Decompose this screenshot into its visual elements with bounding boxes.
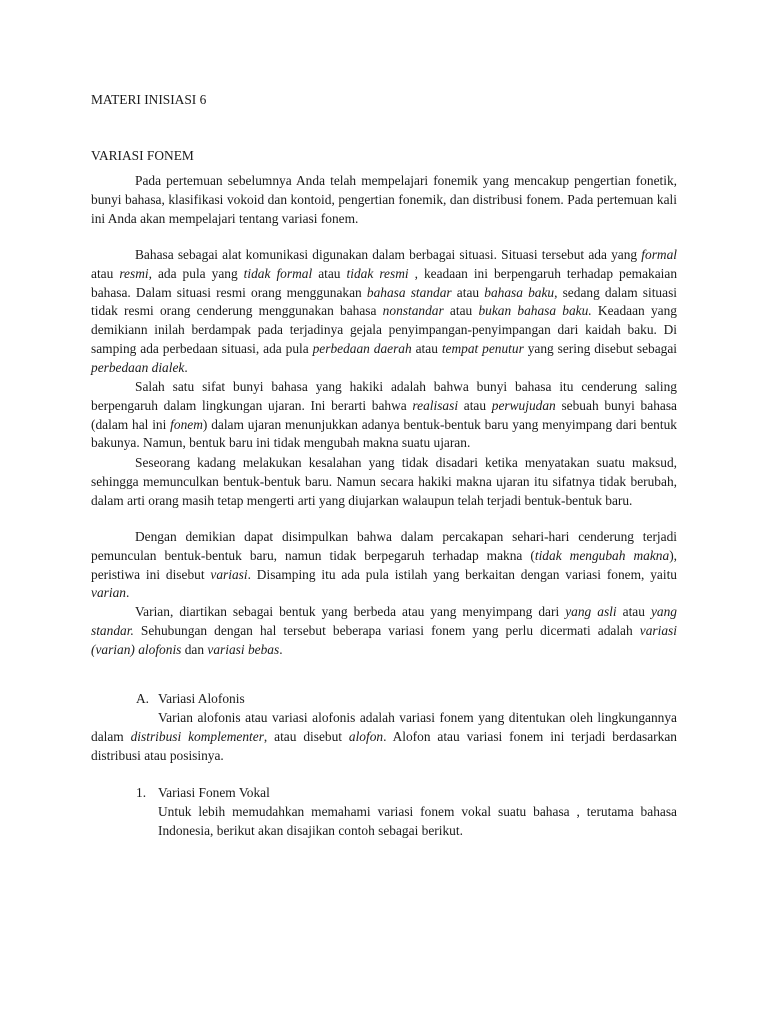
text-run: ), peristiwa ini disebut <box>91 547 677 582</box>
section-1-marker: 1. <box>136 785 147 800</box>
text-run: atau <box>443 303 479 319</box>
paragraph-kesimpulan <box>91 528 677 603</box>
italic-term: formal <box>641 247 677 262</box>
text-run: atau <box>91 265 120 281</box>
italic-term: variasi <box>210 566 248 582</box>
text-run: Sehubungan dengan hal tersebut beberapa variasi fonem yang perlu dicermati adalah <box>133 622 640 638</box>
italic-term: varian <box>91 585 126 601</box>
text-run: . Alofon atau variasi fonem ini terjadi berdasarkan distribusi atau posisinya. <box>91 728 677 763</box>
text-run: atau <box>312 265 347 281</box>
document-title: MATERI INISIASI 6 <box>91 92 207 107</box>
paragraph-kesalahan <box>91 454 677 510</box>
section-a-marker: A. <box>136 691 150 706</box>
italic-term: yang asli <box>565 604 617 619</box>
italic-term: tidak mengubah makna <box>534 547 670 563</box>
text-run: , ada pula yang <box>148 265 244 281</box>
italic-term: tidak formal <box>243 265 313 281</box>
text-run: ) dalam ujaran menunjukkan adanya bentuk-bentuk baru yang menyimpang dari bentuk bakunya. Namun, bentuk baru ini tidak mengubah makna suatu ujaran. <box>91 416 677 451</box>
paragraph-intro <box>91 172 677 228</box>
italic-term: tidak resmi <box>346 265 409 281</box>
section-1-label: Variasi Fonem Vokal <box>158 785 270 800</box>
text-run: Keadaan yang demikiann inilah berdampak pada terjadinya gejala penyimpangan-penyimpangan dari kaidah baku. Di samping ada perbedaan situasi, ada pula <box>91 303 677 356</box>
italic-term: perbedaan dialek <box>91 359 185 375</box>
italic-term: nonstandar <box>382 303 444 319</box>
section-1-heading <box>136 784 270 803</box>
text-run: atau <box>451 284 485 300</box>
text-run: Varian alofonis atau variasi alofonis adalah variasi fonem yang ditentukan oleh lingkungannya dalam <box>91 710 677 744</box>
text-run: , keadaan ini berpengaruh terhadap pemakaian bahasa. Dalam situasi resmi orang menggunakan <box>91 265 678 300</box>
text-run: , atau disebut <box>263 728 349 744</box>
paragraph-sifat-bunyi <box>91 378 677 453</box>
text-run: Untuk lebih memudahkan memahami variasi fonem vokal suatu bahasa , terutama bahasa Indonesia, berikut akan disajikan contoh sebagai berikut. <box>158 804 677 838</box>
text-run: Varian, diartikan sebagai bentuk yang berbeda atau yang menyimpang dari <box>135 604 566 619</box>
italic-term: bahasa baku <box>484 284 555 300</box>
text-run: . <box>184 359 188 375</box>
italic-term: resmi <box>119 265 149 281</box>
text-run: atau <box>458 397 492 413</box>
italic-term: fonem <box>170 416 203 432</box>
text-run: Bahasa sebagai alat komunikasi digunakan dalam berbagai situasi. Situasi tersebut ada yang <box>135 247 642 262</box>
text-run: atau <box>411 340 442 356</box>
text-run: , sedang dalam situasi tidak resmi orang cenderung menggunakan bahasa <box>91 284 678 319</box>
italic-term: bahasa standar <box>366 284 452 300</box>
italic-term: distribusi komplementer <box>130 728 264 744</box>
paragraph-situasi <box>91 246 677 378</box>
italic-term: alofon <box>348 728 384 744</box>
italic-term: variasi (varian) alofonis <box>91 622 677 657</box>
section-a-heading <box>136 690 245 709</box>
italic-term: yang standar. <box>91 604 677 638</box>
italic-term: variasi bebas <box>207 641 280 657</box>
section-1-body <box>158 803 677 841</box>
text-run: Pada pertemuan sebelumnya Anda telah mempelajari fonemik yang mencakup pengertian fonetik, bunyi bahasa, klasifikasi vokoid dan kontoid, pengertian fonemik, dan distribusi fonem. Pada pertemuan kali ini Anda akan mempelajari tentang variasi fonem. <box>91 173 677 226</box>
italic-term: tempat penutur <box>441 340 524 356</box>
italic-term: perwujudan <box>491 397 556 413</box>
italic-term: realisasi <box>412 397 459 413</box>
text-run: atau <box>616 604 651 619</box>
text-run: Salah satu sifat bunyi bahasa yang hakiki adalah bahwa bunyi bahasa itu cenderung saling berpengaruh dalam lingkungan ujaran. Ini berarti bahwa <box>91 379 677 413</box>
text-run: Dengan demikian dapat disimpulkan bahwa dalam percakapan sehari-hari cenderung terjadi pemunculan bentuk-bentuk baru, namun tidak berpegaruh terhadap makna ( <box>91 529 677 563</box>
text-run: dan <box>181 641 208 657</box>
section-title: VARIASI FONEM <box>91 148 194 163</box>
text-run: . <box>125 585 130 601</box>
text-run: yang sering disebut sebagai <box>523 340 678 356</box>
italic-term: perbedaan daerah <box>312 340 412 356</box>
section-a-body <box>91 709 677 765</box>
paragraph-varian <box>91 603 677 659</box>
section-a-label: Variasi Alofonis <box>158 691 245 706</box>
text-run: . Disamping itu ada pula istilah yang berkaitan dengan variasi fonem, yaitu <box>247 566 677 582</box>
text-run: sebuah bunyi bahasa (dalam hal ini <box>91 397 677 432</box>
text-run: . <box>279 641 283 657</box>
text-run: Seseorang kadang melakukan kesalahan yang tidak disadari ketika menyatakan suatu maksud, sehingga memunculkan bentuk-bentuk baru. Namun secara hakiki makna ujaran itu sifatnya tidak berubah, dalam arti orang masih tetap mengerti arti yang diujarkan walaupun telah terjadi bentuk-bentuk baru. <box>91 455 677 508</box>
italic-term: bukan bahasa baku. <box>478 303 592 319</box>
